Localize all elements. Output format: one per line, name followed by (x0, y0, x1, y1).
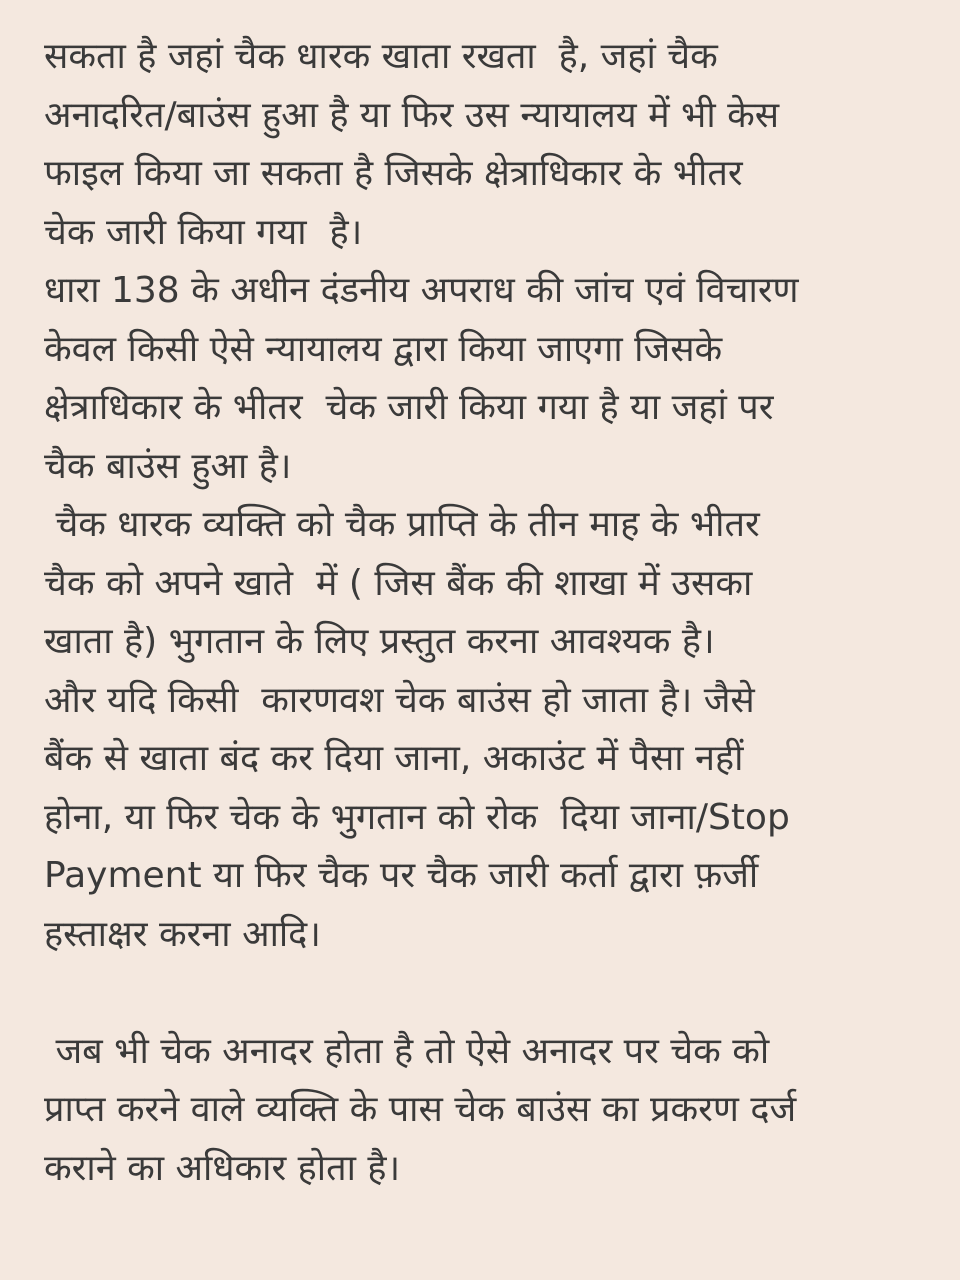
blank-line (44, 964, 930, 1023)
text-line: क्षेत्राधिकार के भीतर चेक जारी किया गया है या जहां पर (44, 387, 774, 428)
text-block (44, 28, 930, 1198)
text-line: फाइल किया जा सकता है जिसके क्षेत्राधिकार के भीतर (44, 153, 743, 194)
text-line: Payment या फिर चैक पर चैक जारी कर्ता द्वारा फ़र्जी (44, 855, 759, 896)
text-line: अनादरित/बाउंस हुआ है या फिर उस न्यायालय में भी केस (44, 94, 780, 136)
text-line: जब भी चेक अनादर होता है तो ऐसे अनादर पर चेक को (44, 1030, 770, 1072)
text-line: बैंक से खाता बंद कर दिया जाना, अकाउंट में पैसा नहीं (44, 738, 744, 779)
text-line: कराने का अधिकार होता है। (44, 1147, 401, 1189)
text-line: चैक बाउंस हुआ है। (44, 445, 292, 487)
text-line: केवल किसी ऐसे न्यायालय द्वारा किया जाएगा जिसके (44, 328, 723, 370)
text-line: खाता है) भुगतान के लिए प्रस्तुत करना आवश्यक है। (44, 621, 715, 662)
text-line: और यदि किसी कारणवश चेक बाउंस हो जाता है। जैसे (44, 679, 755, 721)
text-line: होना, या फिर चेक के भुगतान को रोक दिया जाना/Stop (44, 796, 790, 838)
text-line: हस्ताक्षर करना आदि। (44, 913, 321, 955)
text-line: चैक धारक व्यक्ति को चैक प्राप्ति के तीन माह के भीतर (44, 504, 760, 545)
text-line: चेक जारी किया गया है। (44, 211, 363, 253)
text-line: धारा 138 के अधीन दंडनीय अपराध की जांच एवं विचारण (44, 270, 799, 311)
text-line: सकता है जहां चैक धारक खाता रखता है, जहां चैक (44, 36, 718, 77)
text-line: प्राप्त करने वाले व्यक्ति के पास चेक बाउंस का प्रकरण दर्ज (44, 1089, 797, 1130)
text-line: चैक को अपने खाते में ( जिस बैंक की शाखा में उसका (44, 562, 753, 604)
